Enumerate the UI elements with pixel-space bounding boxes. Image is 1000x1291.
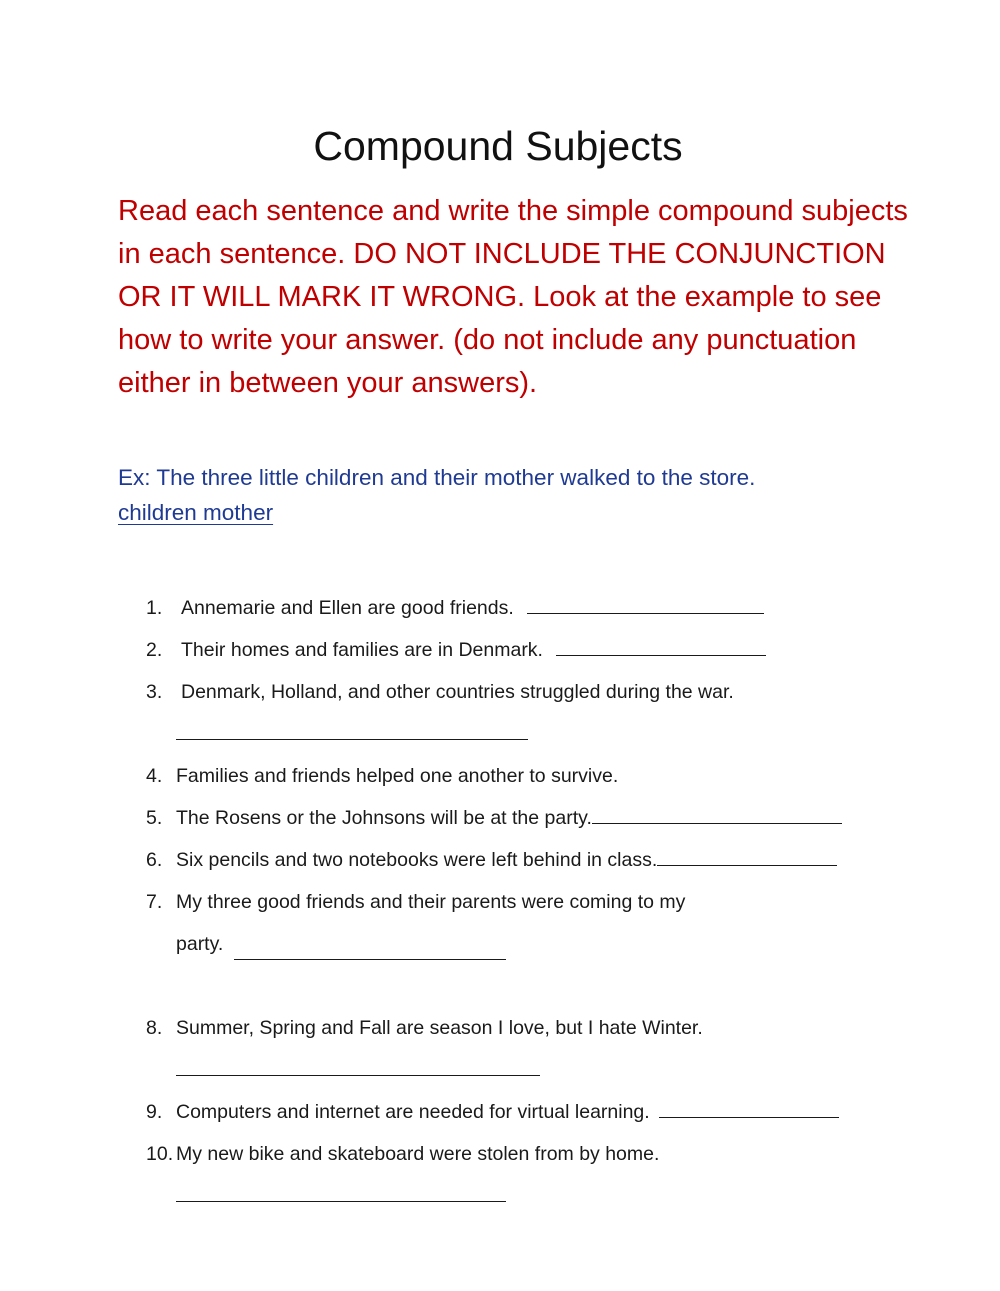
example-block <box>118 460 918 530</box>
question-item <box>146 755 906 797</box>
question-text: Computers and internet are needed for virtual learning. <box>176 1101 650 1123</box>
question-item <box>146 629 906 671</box>
question-number: 9. <box>146 1101 163 1123</box>
question-number: 6. <box>146 849 163 871</box>
example-answer: children mother <box>118 500 274 525</box>
question-list <box>146 587 906 1217</box>
answer-blank[interactable] <box>176 1057 540 1076</box>
answer-blank[interactable] <box>176 721 528 740</box>
question-number: 5. <box>146 807 163 829</box>
answer-blank[interactable] <box>527 595 764 614</box>
question-item <box>146 797 906 839</box>
question-item <box>146 587 906 629</box>
question-text: Their homes and families are in Denmark. <box>181 639 543 661</box>
question-number: 1. <box>146 597 163 619</box>
question-number: 10. <box>146 1143 174 1165</box>
answer-line <box>146 713 906 755</box>
question-text-line-1: My three good friends and their parents were coming to my <box>176 891 686 913</box>
question-item <box>146 1133 906 1175</box>
answer-blank[interactable] <box>657 847 837 866</box>
page-title: Compound Subjects <box>313 123 683 169</box>
question-text: Annemarie and Ellen are good friends. <box>181 597 514 619</box>
question-text: My new bike and skateboard were stolen from by home. <box>176 1143 660 1165</box>
question-text: The Rosens or the Johnsons will be at the party. <box>176 807 592 829</box>
answer-blank[interactable] <box>176 1183 506 1202</box>
question-number: 4. <box>146 765 163 787</box>
question-text: Summer, Spring and Fall are season I love, but I hate Winter. <box>176 1017 703 1039</box>
question-item <box>146 671 906 713</box>
answer-line <box>146 1175 906 1217</box>
example-sentence: Ex: The three little children and their mother walked to the store. <box>118 465 756 490</box>
question-number: 2. <box>146 639 163 661</box>
question-text-line-2: party. <box>176 933 224 955</box>
answer-line <box>146 1049 906 1091</box>
question-spacer <box>146 965 906 1007</box>
question-item <box>146 1091 906 1133</box>
instructions-text: Read each sentence and write the simple compound subjects in each sentence. DO NOT INCLUDE THE CONJUNCTION OR IT WILL MARK IT WRONG. Look at the example to see how to write your answer. (do not include any punctuation either in between your answers). <box>118 195 908 399</box>
question-number: 7. <box>146 891 163 913</box>
answer-blank[interactable] <box>592 805 842 824</box>
question-text: Denmark, Holland, and other countries struggled during the war. <box>181 681 734 703</box>
question-number: 3. <box>146 681 163 703</box>
answer-blank[interactable] <box>659 1099 839 1118</box>
question-text: Families and friends helped one another to survive. <box>176 765 619 787</box>
question-item <box>146 1007 906 1049</box>
question-item <box>146 881 906 965</box>
question-text: Six pencils and two notebooks were left behind in class. <box>176 849 658 871</box>
answer-blank[interactable] <box>234 941 506 960</box>
question-item <box>146 839 906 881</box>
answer-blank[interactable] <box>556 637 766 656</box>
question-number: 8. <box>146 1017 163 1039</box>
